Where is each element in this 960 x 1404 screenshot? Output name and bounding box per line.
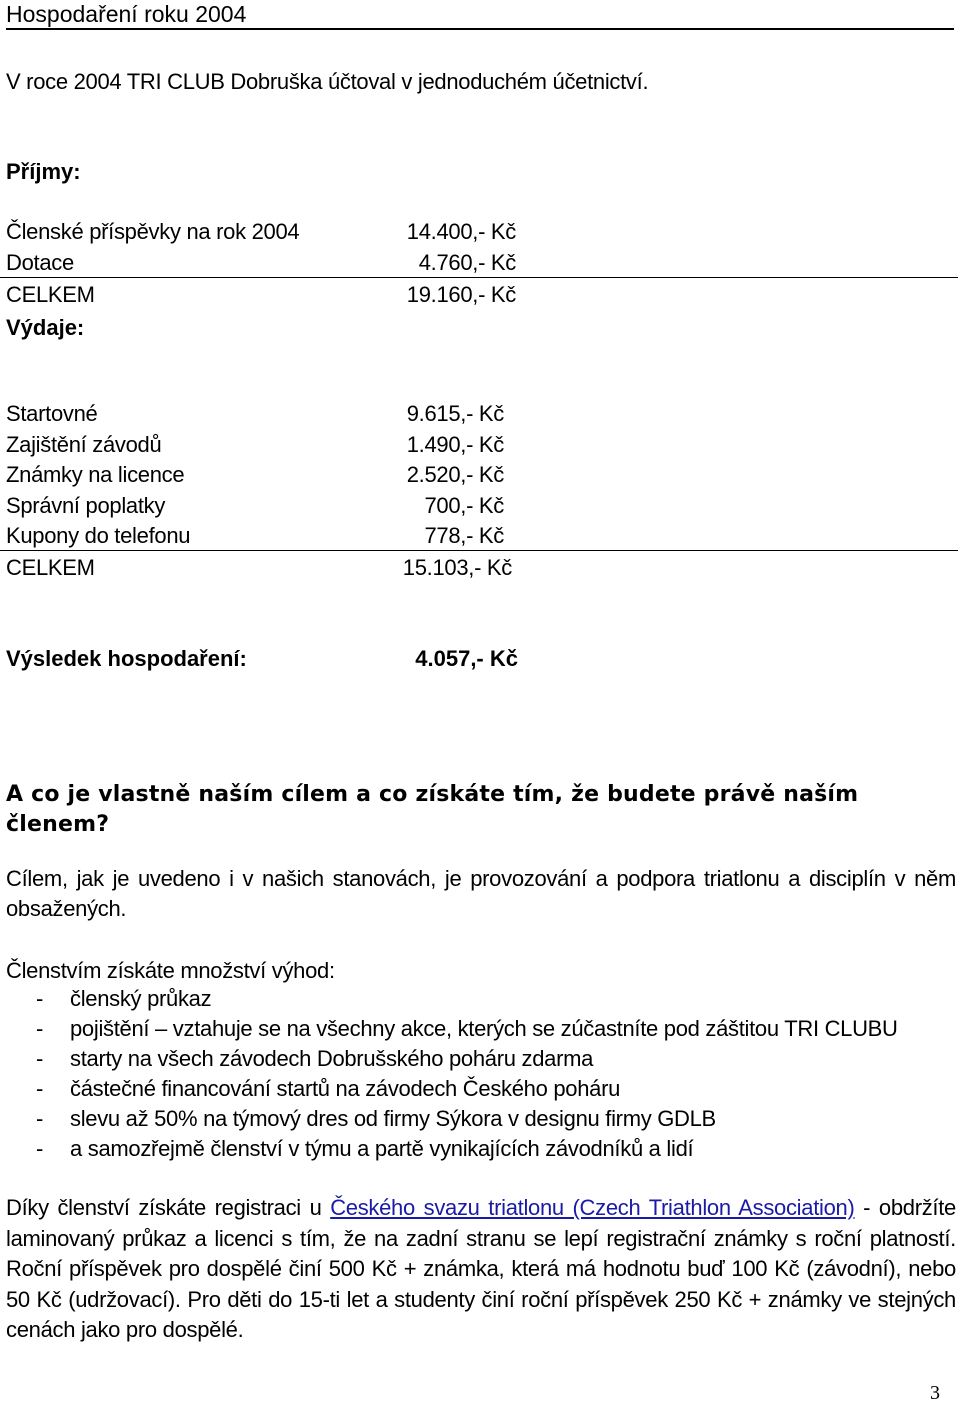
benefit-text: členský průkaz xyxy=(70,986,212,1011)
list-item xyxy=(6,1134,898,1164)
result-row xyxy=(6,642,956,676)
income-row xyxy=(6,247,956,278)
income-label: Příjmy: xyxy=(6,159,81,184)
expenses-label: Výdaje: xyxy=(6,315,85,340)
expense-row xyxy=(6,520,956,551)
page-title: Hospodaření roku 2004 xyxy=(6,0,954,30)
czech-triathlon-link[interactable]: Českého svazu triatlonu (Czech Triathlon Association) xyxy=(330,1195,855,1220)
list-dash: - xyxy=(36,1136,44,1161)
benefit-text: a samozřejmě členství v týmu a partě vynikajících závodníků a lidí xyxy=(70,1136,694,1161)
result-amount: 4.057,- Kč xyxy=(415,646,518,671)
list-dash: - xyxy=(36,1076,44,1101)
benefit-text: slevu až 50% na týmový dres od firmy Sýkora v designu firmy GDLB xyxy=(70,1106,716,1131)
expense-row xyxy=(6,459,956,490)
expense-row xyxy=(6,490,956,521)
intro-text: V roce 2004 TRI CLUB Dobruška účtoval v jednoduchém účetnictví. xyxy=(6,69,649,94)
expenses-total-divider xyxy=(0,550,958,551)
list-dash: - xyxy=(36,986,44,1011)
expense-item-amount: 1.490,- Kč xyxy=(406,432,504,457)
income-total-label: CELKEM xyxy=(6,282,95,307)
expense-item-label: Správní poplatky xyxy=(6,493,166,518)
income-total-row xyxy=(6,279,956,310)
expense-item-amount: 2.520,- Kč xyxy=(406,462,504,487)
list-item xyxy=(6,1104,898,1134)
income-row xyxy=(6,216,956,247)
closing-paragraph xyxy=(6,1193,956,1346)
income-item-label: Členské příspěvky na rok 2004 xyxy=(6,219,300,244)
list-item xyxy=(6,1014,898,1044)
benefit-text: starty na všech závodech Dobrušského poháru zdarma xyxy=(70,1046,594,1071)
income-item-amount: 14.400,- Kč xyxy=(406,219,516,244)
expense-row xyxy=(6,429,956,460)
expense-item-label: Zajištění závodů xyxy=(6,432,162,457)
list-item xyxy=(6,1044,898,1074)
expense-item-amount: 700,- Kč xyxy=(424,493,504,518)
expense-item-amount: 9.615,- Kč xyxy=(406,401,504,426)
list-item xyxy=(6,1074,898,1104)
income-total-amount: 19.160,- Kč xyxy=(406,282,516,307)
benefit-text: pojištění – vztahuje se na všechny akce, kterých se zúčastníte pod záštitou TRI CLUBU xyxy=(70,1016,898,1041)
page-number: 3 xyxy=(930,1382,940,1404)
closing-text-end: - obdržíte laminovaný průkaz a licenci s tím, že na zadní stranu se lepí registrační známky s roční platností. Roční příspěvek pro dospělé činí 500 Kč + známka, která má hodnotu buď 100 Kč (závodní), nebo 50 Kč (udržovací). Pro děti do 15-ti let a studenty činí roční příspěvek 250 Kč + známky ve stejných cenách jako pro dospělé. xyxy=(6,1195,956,1342)
income-item-label: Dotace xyxy=(6,250,74,275)
result-label: Výsledek hospodaření: xyxy=(6,646,247,671)
expenses-total-amount: 15.103,- Kč xyxy=(402,555,512,580)
benefits-list xyxy=(6,984,898,1164)
closing-text-start: Díky členství získáte registraci u xyxy=(6,1195,331,1220)
expenses-total-label: CELKEM xyxy=(6,555,95,580)
expense-item-amount: 778,- Kč xyxy=(424,523,504,548)
list-dash: - xyxy=(36,1106,44,1131)
benefits-title: Členstvím získáte množství výhod: xyxy=(6,958,335,983)
benefit-text: částečné financování startů na závodech Českého poháru xyxy=(70,1076,621,1101)
expense-item-label: Startovné xyxy=(6,401,98,426)
income-item-amount: 4.760,- Kč xyxy=(418,250,516,275)
expense-item-label: Kupony do telefonu xyxy=(6,523,191,548)
list-dash: - xyxy=(36,1016,44,1041)
expenses-total-row xyxy=(6,552,956,583)
membership-question: A co je vlastně naším cílem a co získáte tím, že budete právě naším členem? xyxy=(6,782,859,837)
income-total-divider xyxy=(0,277,958,278)
goal-paragraph: Cílem, jak je uvedeno i v našich stanovách, je provozování a podpora triatlonu a disciplín v něm obsažených. xyxy=(6,866,956,921)
list-dash: - xyxy=(36,1046,44,1071)
list-item xyxy=(6,984,898,1014)
expense-item-label: Známky na licence xyxy=(6,462,185,487)
expense-row xyxy=(6,398,956,429)
